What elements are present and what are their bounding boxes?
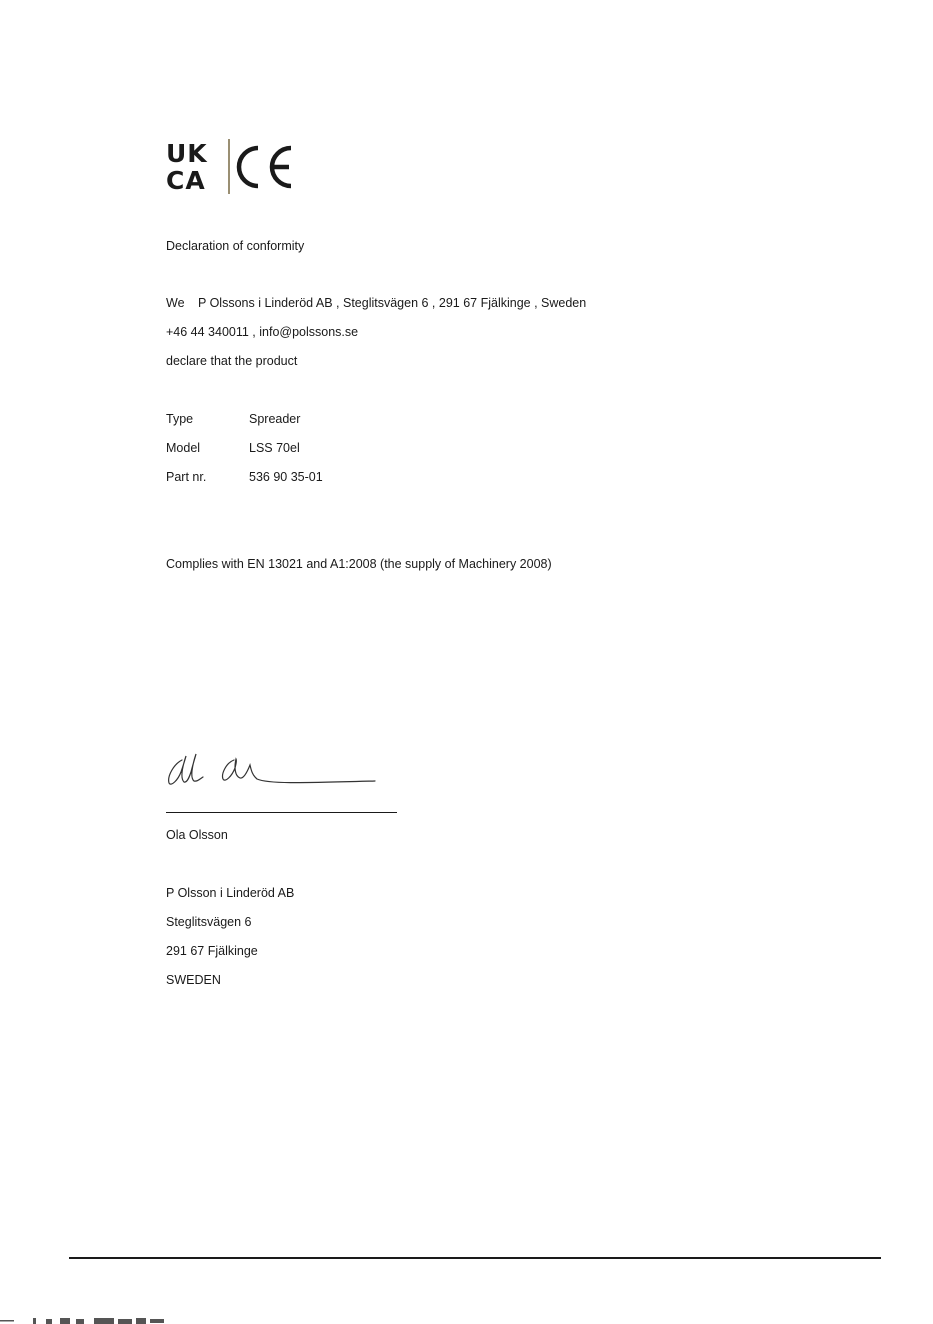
logo-separator [228, 139, 230, 194]
product-type-value: Spreader [249, 412, 301, 426]
address-line-street: Steglitsvägen 6 [166, 915, 252, 929]
address-line-country: SWEDEN [166, 973, 221, 987]
document-heading: Declaration of conformity [166, 239, 305, 253]
signatory-name: Ola Olsson [166, 828, 228, 842]
address-line-company: P Olsson i Linderöd AB [166, 886, 295, 900]
compliance-statement: Complies with EN 13021 and A1:2008 (the supply of Machinery 2008) [166, 557, 552, 571]
handwritten-signature [160, 748, 390, 798]
product-model-label: Model [166, 441, 201, 455]
product-type-label: Type [166, 412, 194, 426]
product-partnr-value: 536 90 35-01 [249, 470, 323, 484]
we-label: We [166, 296, 185, 310]
ukca-mark-bottom: CA [166, 166, 206, 195]
signature-line [166, 812, 397, 813]
declare-line: declare that the product [166, 354, 298, 368]
product-model-value: LSS 70el [249, 441, 300, 455]
cropped-footer-text-fragment [0, 1318, 170, 1324]
ce-mark-icon [236, 142, 296, 192]
ukca-mark-top: UK [166, 139, 208, 168]
conformity-marks-logo [166, 139, 301, 197]
footer-rule [69, 1257, 881, 1259]
product-partnr-label: Part nr. [166, 470, 207, 484]
company-line: P Olssons i Linderöd AB , Steglitsvägen 6 , 291 67 Fjälkinge , Sweden [198, 296, 587, 310]
contact-line: +46 44 340011 , info@polssons.se [166, 325, 359, 339]
address-line-city: 291 67 Fjälkinge [166, 944, 258, 958]
